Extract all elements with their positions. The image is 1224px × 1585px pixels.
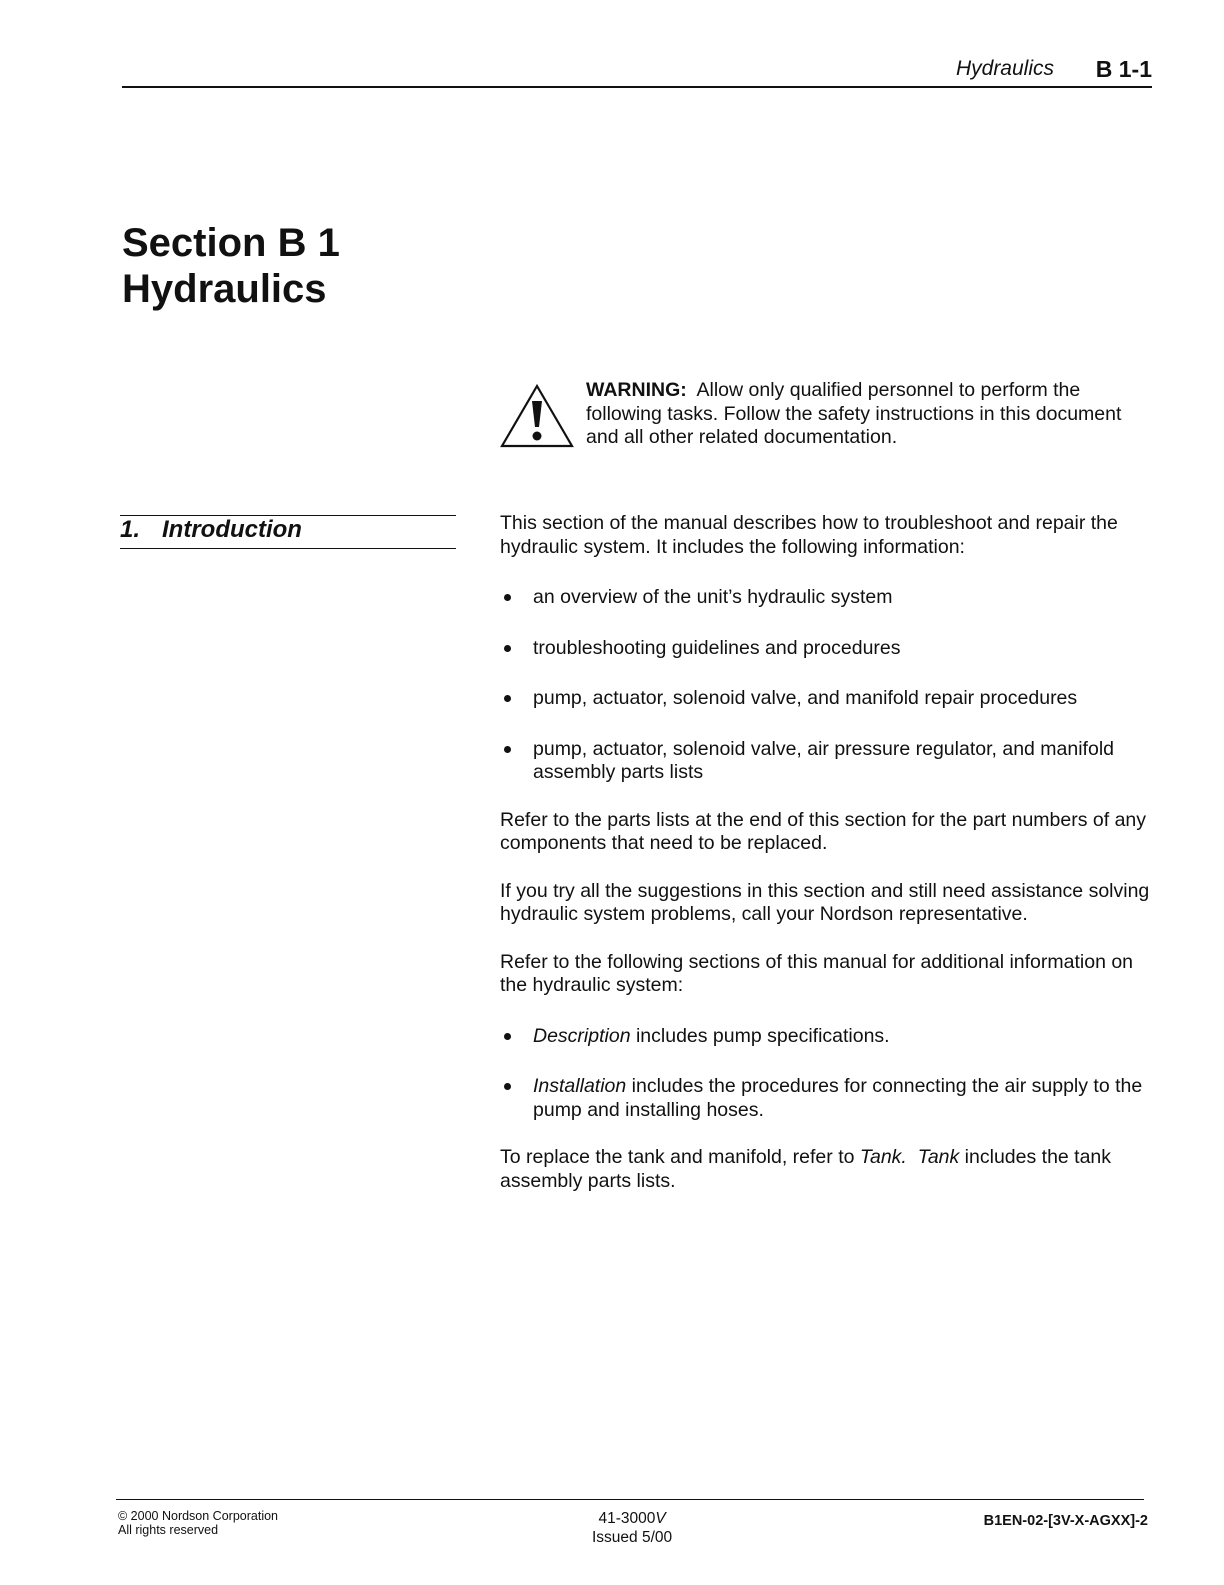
warning-body: Allow only qualified personnel to perform the following tasks. Follow the safety instructions in this document and all other related documentation. [586, 379, 1122, 448]
bullet-icon [504, 695, 511, 702]
subheading-rule-bottom [120, 548, 456, 549]
footer-rule [116, 1499, 1144, 1500]
list-item: pump, actuator, solenoid valve, and manifold repair procedures [500, 687, 1160, 711]
warning-triangle-icon [500, 383, 574, 449]
section-heading-line1: Section B 1 [122, 221, 340, 265]
bullet-icon [504, 594, 511, 601]
list-item: Description includes pump specifications. [500, 1025, 1160, 1049]
warning-label: WARNING: [586, 379, 687, 401]
assistance-paragraph: If you try all the suggestions in this section and still need assistance solving hydraulic system problems, call your Nordson representative. [500, 879, 1150, 925]
tank-paragraph: To replace the tank and manifold, refer to Tank. Tank includes the tank assembly parts lists. [500, 1146, 1112, 1192]
bullet-icon [504, 1033, 511, 1040]
introduction-body [500, 512, 1160, 1193]
list-item: troubleshooting guidelines and procedures [500, 637, 1160, 661]
footer-copyright: © 2000 Nordson Corporation All rights reserved [118, 1509, 278, 1537]
introduction-number: 1. [120, 516, 141, 543]
warning-text [586, 379, 1156, 450]
section-heading-line2: Hydraulics [122, 267, 327, 311]
header-section-name: Hydraulics [955, 57, 1054, 80]
refer-paragraph: Refer to the following sections of this manual for additional information on the hydraulic system: [500, 950, 1134, 996]
bullet-icon [504, 746, 511, 753]
header-page-number: B 1-1 [1095, 56, 1152, 82]
list-item: Installation includes the procedures for connecting the air supply to the pump and installing hoses. [500, 1075, 1160, 1122]
list-item: pump, actuator, solenoid valve, air pressure regulator, and manifold assembly parts lists [500, 738, 1160, 785]
section-heading [122, 220, 340, 312]
intro-paragraph: This section of the manual describes how to troubleshoot and repair the hydraulic system. It includes the following information: [500, 512, 1118, 558]
introduction-title: Introduction [162, 516, 302, 543]
introduction-heading [120, 516, 302, 544]
header-rule [122, 86, 1152, 88]
info-bullet-list [500, 586, 1160, 785]
footer-doc-info [592, 1509, 672, 1547]
parts-paragraph: Refer to the parts lists at the end of this section for the part numbers of any components that need to be replaced. [500, 808, 1147, 854]
bullet-icon [504, 1083, 511, 1090]
reference-bullet-list [500, 1025, 1160, 1123]
footer-code: B1EN-02-[3V-X-AGXX]-2 [983, 1513, 1148, 1529]
footer-issued: Issued 5/00 [592, 1529, 673, 1546]
footer-doc-number: 41-3000V [598, 1510, 666, 1527]
bullet-icon [504, 645, 511, 652]
list-item: an overview of the unit’s hydraulic system [500, 586, 1160, 610]
